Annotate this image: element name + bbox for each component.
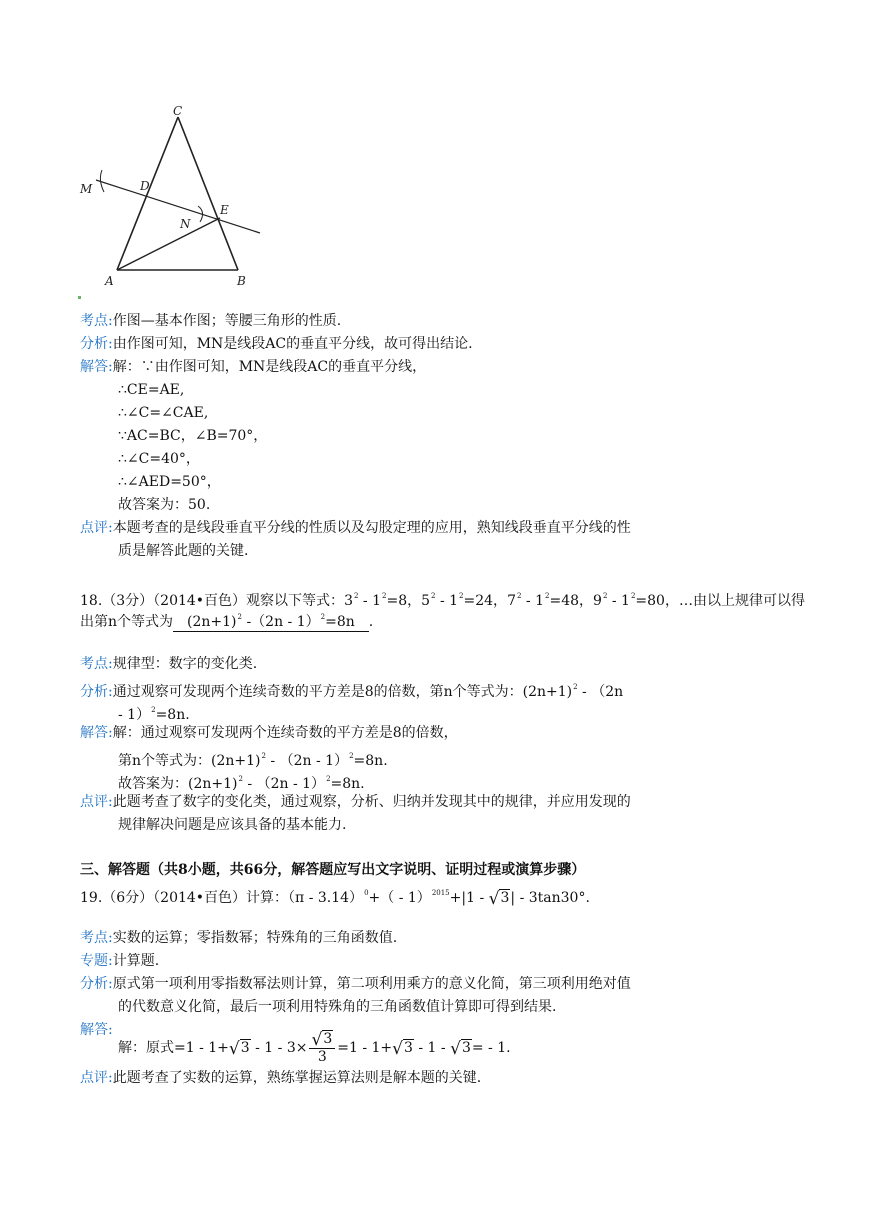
q18-fenxi: 分析:通过观察可发现两个连续奇数的平方差是8的倍数，第n个等式为：$(2n+1)^2 - (2n$ (80, 683, 624, 700)
q17-step: ∵AC=BC，∠B=70°， (118, 428, 268, 444)
segment-ae (117, 218, 220, 270)
zhuanti-label: 专题: (80, 953, 113, 969)
q19-jieda-label (80, 1020, 113, 1040)
q18-jieda-2: 第n个等式为：$(2n+1)^2 - (2n - 1)^2=8n$. (118, 752, 388, 769)
dianping-label: 点评: (80, 1070, 113, 1086)
geometry-figure (70, 100, 270, 290)
q18-jieda: 解答:解：通过观察可发现两个连续奇数的平方差是8的倍数， (80, 725, 458, 741)
sqrt-3: √3 (228, 1039, 250, 1059)
fenxi-label: 分析: (80, 684, 113, 700)
q19-fenxi: 分析:原式第一项利用零指数幂法则计算，第二项利用乘方的意义化简，第三项利用绝对值 (80, 976, 631, 992)
sqrt-3: √3 (392, 1039, 413, 1059)
q18-dianping-2: 规律解决问题是应该具备的基本能力. (118, 817, 347, 833)
q17-dianping-2: 质是解答此题的关键. (118, 543, 249, 559)
q17-dianping: 点评:本题考查的是线段垂直平分线的性质以及勾股定理的应用，熟知线段垂直平分线的性 (80, 520, 631, 536)
label-n: N (180, 217, 191, 231)
fraction-sqrt3-over-3: $\frac{√3}{3}$ (309, 1031, 335, 1065)
label-b: B (237, 274, 246, 288)
jieda-label: 解答: (80, 359, 113, 375)
q19-zhuanti: 专题:计算题. (80, 953, 160, 969)
q18-jieda-3: 故答案为：$(2n+1)^2 - (2n - 1)^2=8n$. (118, 775, 365, 792)
q17-step: ∴∠C=40°， (118, 451, 200, 467)
jieda-label: 解答: (80, 1022, 113, 1038)
q19-dianping: 点评:此题考查了实数的运算，熟练掌握运算法则是解本题的关键. (80, 1070, 482, 1086)
label-m: M (80, 182, 93, 196)
q19-kaodian: 考点:实数的运算；零指数幂；特殊角的三角函数值. (80, 930, 398, 946)
label-d: D (140, 179, 150, 193)
q19-fenxi-2: 的代数意义化简，最后一项利用特殊角的三角函数值计算即可得到结果. (118, 999, 557, 1015)
q19-question: 19.（6分）（2014•百色）计算：（π - 3.14）$^0$+（ - 1）$^{2015}$+|1 - √3| - 3tan30°. (80, 889, 590, 909)
green-dot (78, 296, 81, 299)
kaodian-label: 考点: (80, 930, 113, 946)
q17-fenxi: 分析:由作图可知，MN是线段AC的垂直平分线，故可得出结论. (80, 336, 473, 352)
label-c: C (173, 104, 183, 118)
q17-step: ∴∠C=∠CAE, (118, 405, 209, 421)
q17-jieda: 解答:解：∵由作图可知，MN是线段AC的垂直平分线， (80, 359, 427, 375)
jieda-label: 解答: (80, 725, 113, 741)
q19-solution: 解：原式=1 - 1+√3 - 1 - 3× $\frac{√3}{3}$ =1 - 1+√3 - 1 - √3= - 1. (118, 1030, 511, 1065)
line-mn (96, 180, 260, 233)
segment-cb (178, 117, 238, 270)
sqrt-3: √3 (311, 1030, 333, 1050)
kaodian-label: 考点: (80, 656, 113, 672)
q18-fenxi-2: - 1）$^2$=8n. (118, 706, 190, 723)
q18-kaodian: 考点:规律型：数字的变化类. (80, 656, 258, 672)
sqrt-3: √3 (450, 1039, 471, 1059)
fenxi-label: 分析: (80, 976, 113, 992)
label-e: E (220, 203, 229, 217)
q17-kaodian: 考点:作图—基本作图；等腰三角形的性质. (80, 313, 342, 329)
q18-question-line1: 18.（3分）（2014•百色）观察以下等式：$3^2 - 1^2=8$，$5^2 - 1^2=24$，$7^2 - 1^2=48$，$9^2 - 1^2=80$，…由以上规律可以得 (80, 592, 805, 609)
section-title: 三、解答题（共8小题，共66分，解答题应写出文字说明、证明过程或演算步骤） (80, 862, 586, 878)
q17-step: ∴∠AED=50°， (118, 474, 221, 490)
fenxi-label: 分析: (80, 336, 113, 352)
dianping-label: 点评: (80, 520, 113, 536)
dianping-label: 点评: (80, 794, 113, 810)
q17-step: 故答案为：50. (118, 497, 211, 513)
label-a: A (105, 274, 114, 288)
kaodian-label: 考点: (80, 313, 113, 329)
q18-dianping: 点评:此题考查了数字的变化类，通过观察，分析、归纳并发现其中的规律，并应用发现的 (80, 794, 631, 810)
answer-blank: $(2n+1)^2$ -（2n - 1）$^2$=8n (173, 609, 369, 632)
q17-step: ∴CE=AE, (118, 382, 185, 398)
segment-ca (117, 117, 178, 270)
sqrt-3: √3 (488, 889, 510, 909)
q18-question-line2: 出第n个等式为 $(2n+1)^2$ -（2n - 1）$^2$=8n . (80, 609, 373, 632)
arc-m (100, 170, 104, 192)
